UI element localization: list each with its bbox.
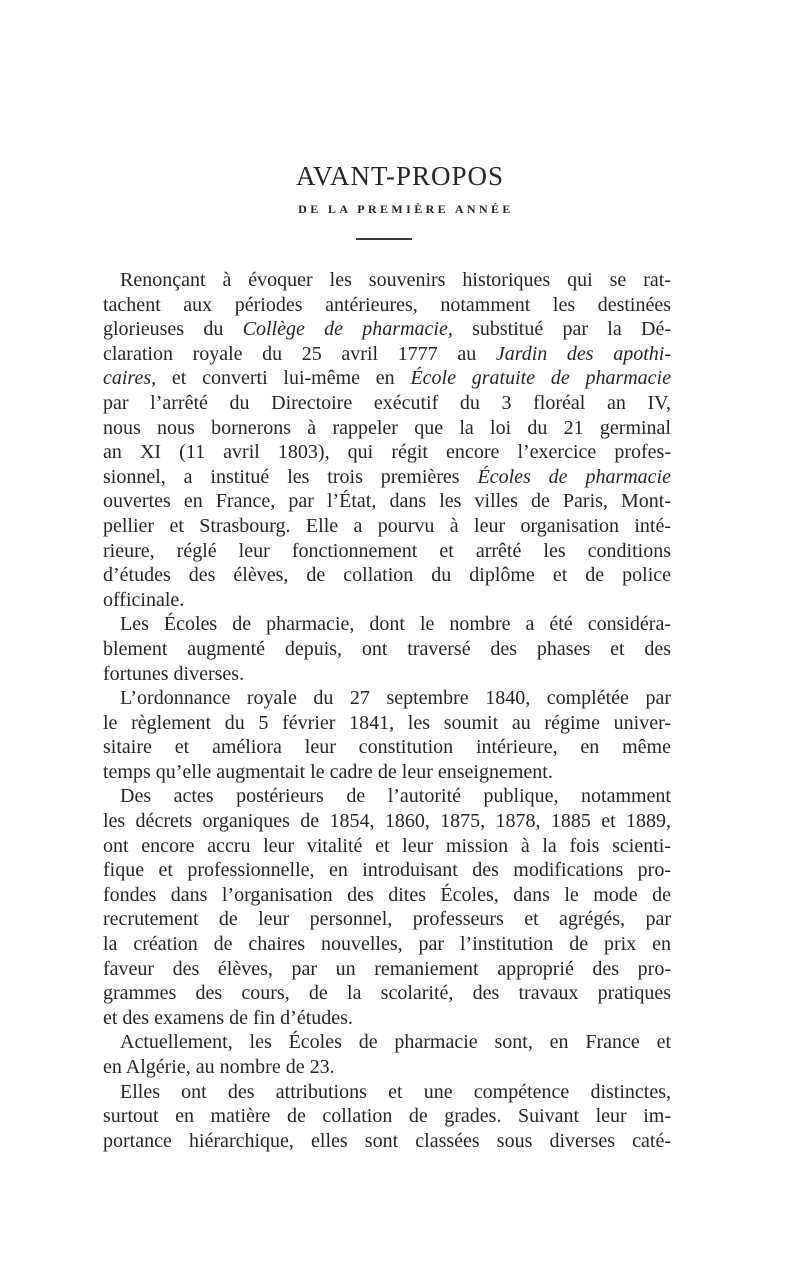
- text-line: claration royale du 25 avril 1777 au Jardin des apothi-: [103, 342, 671, 365]
- text-line: et des examens de fin d’études.: [103, 1006, 353, 1029]
- page-title: AVANT-PROPOS: [295, 161, 505, 191]
- italic-title: École gratuite de pharmacie: [410, 367, 671, 390]
- text-line: tachent aux périodes antérieures, notamment les destinées: [103, 293, 671, 316]
- text-line: la création de chaires nouvelles, par l’institution de prix en: [103, 933, 671, 956]
- text-line: grammes des cours, de la scolarité, des travaux pratiques: [103, 982, 671, 1005]
- text-line: faveur des élèves, par un remaniement approprié des pro-: [103, 957, 671, 980]
- text-line: glorieuses du Collège de pharmacie, substitué par la Dé-: [103, 318, 671, 341]
- text-line: le règlement du 5 février 1841, les soumit au régime univer-: [103, 711, 671, 734]
- text-line: Actuellement, les Écoles de pharmacie sont, en France et: [120, 1031, 671, 1054]
- text-line: en Algérie, au nombre de 23.: [103, 1056, 335, 1078]
- text-line: fondes dans l’organisation des dites Écoles, dans le mode de: [103, 883, 671, 906]
- paragraph: [103, 1030, 671, 1079]
- text-line: temps qu’elle augmentait le cadre de leur enseignement.: [103, 760, 553, 783]
- text-line: Des actes postérieurs de l’autorité publique, notamment: [120, 785, 671, 808]
- text-line: an XI (11 avril 1803), qui régit encore l’exercice profes-: [103, 441, 671, 464]
- paragraph: [103, 686, 671, 784]
- text-line: sitaire et améliora leur constitution intérieure, en même: [103, 736, 671, 759]
- paragraph: [103, 1080, 671, 1154]
- text-line: officinale.: [103, 588, 185, 611]
- text-line: fique et professionnelle, en introduisant des modifications pro-: [103, 859, 671, 882]
- page-subtitle: DE LA PREMIÈRE ANNÉE: [298, 202, 514, 216]
- text-line: nous nous bornerons à rappeler que la loi du 21 germinal: [103, 416, 671, 439]
- text-line: par l’arrêté du Directoire exécutif du 3 floréal an IV,: [103, 391, 671, 414]
- text-line: les décrets organiques de 1854, 1860, 1875, 1878, 1885 et 1889,: [103, 810, 671, 833]
- text-line: sionnel, a institué les trois premières Écoles de pharmacie: [103, 465, 671, 488]
- text-line: blement augmenté depuis, ont traversé des phases et des: [103, 637, 671, 660]
- text-line: caires, et converti lui-même en École gratuite de pharmacie: [103, 367, 671, 390]
- italic-title: Jardin des apothi-: [495, 342, 671, 365]
- text-line: Renonçant à évoquer les souvenirs historiques qui se rat-: [120, 269, 671, 291]
- text-line: pellier et Strasbourg. Elle a pourvu à leur organisation inté-: [103, 514, 671, 537]
- text-line: Elles ont des attributions et une compétence distinctes,: [120, 1080, 671, 1103]
- text-line: ont encore accru leur vitalité et leur mission à la fois scienti-: [103, 834, 671, 857]
- italic-title: Écoles de pharmacie: [477, 465, 671, 488]
- paragraph: [103, 612, 671, 686]
- text-line: recrutement de leur personnel, professeurs et agrégés, par: [103, 908, 671, 931]
- body-text: [103, 268, 671, 1153]
- paragraph: [103, 268, 671, 612]
- italic-title: caires,: [103, 367, 157, 390]
- text-line: Les Écoles de pharmacie, dont le nombre a été considéra-: [120, 613, 671, 636]
- text-line: L’ordonnance royale du 27 septembre 1840, complétée par: [120, 687, 671, 710]
- text-line: ouvertes en France, par l’État, dans les villes de Paris, Mont-: [103, 490, 671, 513]
- text-line: d’études des élèves, de collation du diplôme et de police: [103, 564, 671, 587]
- text-line: fortunes diverses.: [103, 662, 245, 685]
- paragraph: [103, 784, 671, 1030]
- title-divider: [356, 238, 412, 240]
- italic-title: Collège de pharmacie,: [242, 318, 453, 341]
- text-line: portance hiérarchique, elles sont classées sous diverses caté-: [103, 1129, 671, 1152]
- text-line: rieure, réglé leur fonctionnement et arrêté les conditions: [103, 539, 671, 562]
- text-line: surtout en matière de collation de grades. Suivant leur im-: [103, 1105, 671, 1128]
